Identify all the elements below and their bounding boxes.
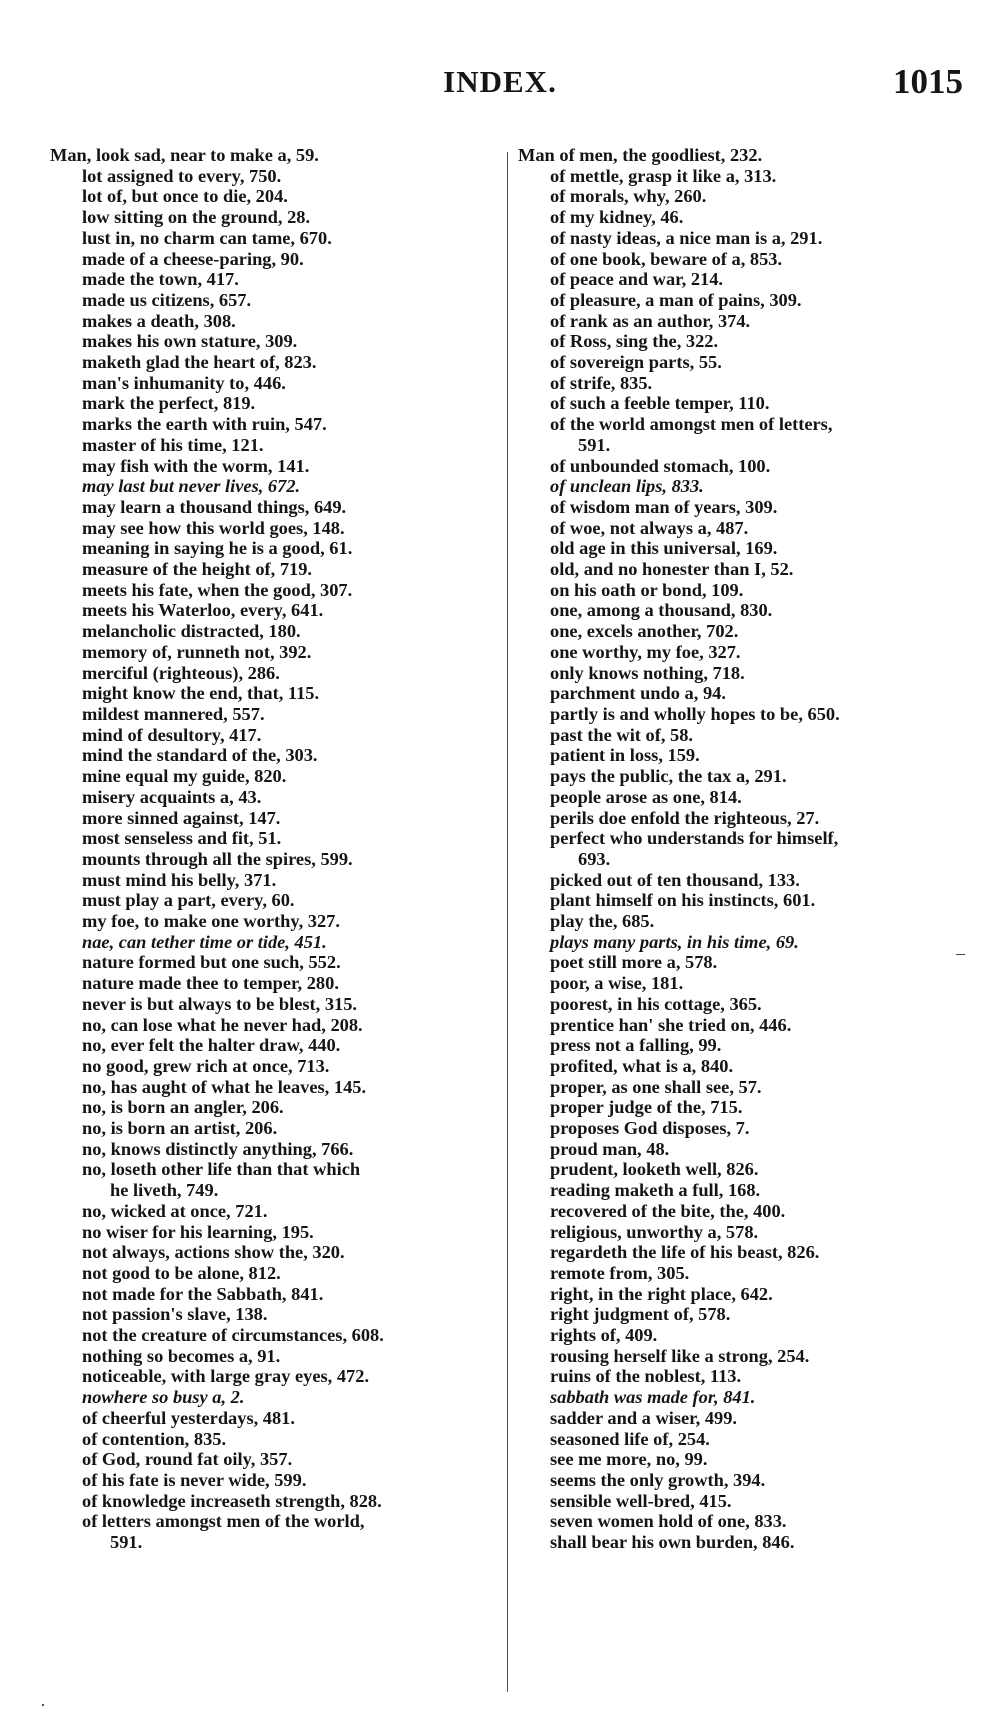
index-entry: must mind his belly, 371. — [82, 869, 277, 890]
index-entry: low sitting on the ground, 28. — [82, 207, 311, 228]
index-entry: prentice han' she tried on, 446. — [550, 1014, 792, 1035]
index-entry: people arose as one, 814. — [550, 786, 742, 807]
index-entry: more sinned against, 147. — [82, 807, 281, 828]
index-entry: mildest mannered, 557. — [82, 703, 265, 724]
index-entry: sadder and a wiser, 499. — [550, 1407, 738, 1428]
index-entry: of pleasure, a man of pains, 309. — [550, 289, 802, 310]
index-entry: play the, 685. — [550, 911, 655, 932]
index-entry: right judgment of, 578. — [550, 1304, 731, 1325]
index-entry: nowhere so busy a, 2. — [82, 1387, 245, 1408]
index-entry: not passion's slave, 138. — [82, 1304, 268, 1325]
index-entry: of rank as an author, 374. — [550, 310, 751, 331]
page-title: INDEX. — [443, 64, 557, 99]
index-entry: sabbath was made for, 841. — [550, 1387, 756, 1408]
index-entry: profited, what is a, 840. — [550, 1055, 734, 1076]
index-entry: no good, grew rich at once, 713. — [82, 1055, 330, 1076]
index-entry: past the wit of, 58. — [550, 724, 694, 745]
index-entry: only knows nothing, 718. — [550, 662, 745, 683]
index-entry: of knowledge increaseth strength, 828. — [82, 1490, 382, 1511]
index-heading-entry: Man of men, the goodliest, 232. — [518, 145, 763, 165]
index-entry: may see how this world goes, 148. — [82, 517, 345, 538]
index-entry: prudent, looketh well, 826. — [550, 1159, 759, 1180]
index-entry: makes a death, 308. — [82, 310, 236, 331]
index-entry: meets his fate, when the good, 307. — [82, 579, 353, 600]
page-number: 1015 — [893, 62, 963, 101]
page-header — [0, 62, 1000, 112]
index-entry: nothing so becomes a, 91. — [82, 1345, 281, 1366]
index-entry: sensible well-bred, 415. — [550, 1490, 732, 1511]
index-entry: misery acquaints a, 43. — [82, 786, 262, 807]
index-entry: poor, a wise, 181. — [550, 973, 684, 994]
index-entry: mind of desultory, 417. — [82, 724, 262, 745]
index-entry: mounts through all the spires, 599. — [82, 848, 353, 869]
index-entry: recovered of the bite, the, 400. — [550, 1200, 786, 1221]
index-entry: merciful (righteous), 286. — [82, 662, 280, 683]
index-entry: lot assigned to every, 750. — [82, 165, 282, 186]
index-entry: memory of, runneth not, 392. — [82, 641, 312, 662]
index-entry: of strife, 835. — [550, 372, 653, 393]
index-entry: rights of, 409. — [550, 1325, 658, 1346]
index-entry: makes his own stature, 309. — [82, 331, 298, 352]
index-entry: mind the standard of the, 303. — [82, 745, 318, 766]
index-entry: not made for the Sabbath, 841. — [82, 1283, 324, 1304]
index-entry: regardeth the life of his beast, 826. — [550, 1242, 820, 1263]
index-entry: lot of, but once to die, 204. — [82, 186, 288, 207]
index-entry: must play a part, every, 60. — [82, 890, 295, 911]
index-entry: no, knows distinctly anything, 766. — [82, 1138, 354, 1159]
index-entry: of one book, beware of a, 853. — [550, 248, 783, 269]
index-entry: proposes God disposes, 7. — [550, 1118, 750, 1139]
index-entry: of unclean lips, 833. — [550, 476, 704, 497]
index-entry: of God, round fat oily, 357. — [82, 1449, 293, 1470]
index-entry: pays the public, the tax a, 291. — [550, 766, 787, 787]
index-entry: marks the earth with ruin, 547. — [82, 414, 327, 435]
index-entry: seems the only growth, 394. — [550, 1470, 766, 1490]
index-entry: perils doe enfold the righteous, 27. — [550, 807, 820, 828]
index-entry: partly is and wholly hopes to be, 650. — [550, 703, 840, 724]
index-entry: of contention, 835. — [82, 1428, 227, 1449]
index-entry: proud man, 48. — [550, 1138, 670, 1159]
index-entry: patient in loss, 159. — [550, 745, 700, 766]
index-entry: lust in, no charm can tame, 670. — [82, 227, 332, 248]
index-entry: reading maketh a full, 168. — [550, 1180, 761, 1201]
index-entry: may fish with the worm, 141. — [82, 455, 310, 476]
index-entry: no, is born an artist, 206. — [82, 1118, 278, 1139]
index-entry: of unbounded stomach, 100. — [550, 455, 771, 476]
index-entry: of my kidney, 46. — [550, 207, 684, 228]
index-entry: mine equal my guide, 820. — [82, 766, 287, 787]
index-entry: nature formed but one such, 552. — [82, 952, 341, 973]
index-entry: no, is born an angler, 206. — [82, 1097, 284, 1118]
index-entry-continuation: 591. — [578, 434, 611, 455]
index-entry: perfect who understands for himself, — [550, 828, 839, 849]
index-entry: man's inhumanity to, 446. — [82, 372, 286, 393]
index-entry-continuation: 693. — [578, 848, 611, 869]
index-entry: one, among a thousand, 830. — [550, 600, 773, 621]
index-column-left — [50, 145, 490, 1553]
index-entry: no, can lose what he never had, 208. — [82, 1014, 363, 1035]
index-entry: of Ross, sing the, 322. — [550, 331, 719, 352]
index-entry: not the creature of circumstances, 608. — [82, 1325, 384, 1346]
index-entry: of peace and war, 214. — [550, 269, 724, 290]
index-entry: poorest, in his cottage, 365. — [550, 993, 762, 1014]
index-entry: measure of the height of, 719. — [82, 559, 313, 580]
index-entry: old age in this universal, 169. — [550, 538, 778, 559]
index-entry: of sovereign parts, 55. — [550, 352, 722, 373]
index-entry: proper, as one shall see, 57. — [550, 1076, 762, 1097]
index-entry: parchment undo a, 94. — [550, 683, 726, 704]
column-divider — [507, 152, 508, 1692]
index-entry: poet still more a, 578. — [550, 952, 718, 973]
index-entry: proper judge of the, 715. — [550, 1097, 743, 1118]
index-entry: might know the end, that, 115. — [82, 683, 320, 704]
index-entry: meaning in saying he is a good, 61. — [82, 538, 353, 559]
index-entry: made of a cheese-paring, 90. — [82, 248, 304, 269]
index-entry: melancholic distracted, 180. — [82, 621, 301, 642]
index-column-right — [518, 145, 968, 1553]
index-entry: not good to be alone, 812. — [82, 1262, 281, 1283]
index-entry: press not a falling, 99. — [550, 1035, 722, 1056]
index-entry: most senseless and fit, 51. — [82, 828, 282, 849]
index-entry: of morals, why, 260. — [550, 186, 707, 207]
index-entry: of the world amongst men of letters, — [550, 414, 833, 435]
index-entry: seven women hold of one, 833. — [550, 1511, 787, 1532]
index-entry: old, and no honester than I, 52. — [550, 559, 794, 580]
index-entry: nae, can tether time or tide, 451. — [82, 931, 327, 952]
index-entry: of mettle, grasp it like a, 313. — [550, 165, 777, 186]
index-entry: no, wicked at once, 721. — [82, 1200, 268, 1221]
index-entry: remote from, 305. — [550, 1262, 690, 1283]
index-entry: one, excels another, 702. — [550, 621, 739, 642]
index-entry: maketh glad the heart of, 823. — [82, 352, 317, 373]
index-entry: of letters amongst men of the world, — [82, 1511, 365, 1532]
index-entry: see me more, no, 99. — [550, 1449, 708, 1470]
index-entry: of nasty ideas, a nice man is a, 291. — [550, 227, 823, 248]
index-entry: shall bear his own burden, 846. — [550, 1532, 795, 1553]
index-entry: never is but always to be blest, 315. — [82, 993, 358, 1014]
index-entry: of wisdom man of years, 309. — [550, 496, 778, 517]
index-entry: my foe, to make one worthy, 327. — [82, 911, 340, 932]
index-entry: may learn a thousand things, 649. — [82, 496, 347, 517]
index-entry: no, ever felt the halter draw, 440. — [82, 1035, 341, 1056]
index-entry: of such a feeble temper, 110. — [550, 393, 770, 414]
index-heading-entry: Man, look sad, near to make a, 59. — [50, 145, 319, 165]
index-entry: of his fate is never wide, 599. — [82, 1470, 307, 1490]
index-entry: one worthy, my foe, 327. — [550, 641, 741, 662]
index-entry: made the town, 417. — [82, 269, 239, 290]
index-entry: on his oath or bond, 109. — [550, 579, 744, 600]
index-entry: of cheerful yesterdays, 481. — [82, 1407, 295, 1428]
index-entry-continuation: 591. — [110, 1532, 143, 1553]
index-entry: meets his Waterloo, every, 641. — [82, 600, 324, 621]
index-entry: not always, actions show the, 320. — [82, 1242, 345, 1263]
index-entry: made us citizens, 657. — [82, 289, 252, 310]
index-entry-continuation: he liveth, 749. — [110, 1180, 219, 1201]
index-entry: no, loseth other life than that which — [82, 1159, 361, 1180]
stray-mark: · — [40, 1695, 46, 1715]
index-entry: religious, unworthy a, 578. — [550, 1221, 759, 1242]
index-entry: seasoned life of, 254. — [550, 1428, 710, 1449]
index-entry: no, has aught of what he leaves, 145. — [82, 1076, 367, 1097]
index-entry: right, in the right place, 642. — [550, 1283, 773, 1304]
index-entry: picked out of ten thousand, 133. — [550, 869, 800, 890]
index-entry: rousing herself like a strong, 254. — [550, 1345, 810, 1366]
index-entry: master of his time, 121. — [82, 434, 264, 455]
index-entry: nature made thee to temper, 280. — [82, 973, 339, 994]
index-entry: no wiser for his learning, 195. — [82, 1221, 314, 1242]
index-entry: plays many parts, in his time, 69. — [550, 931, 799, 952]
index-entry: plant himself on his instincts, 601. — [550, 890, 816, 911]
index-entry: mark the perfect, 819. — [82, 393, 256, 414]
index-entry: ruins of the noblest, 113. — [550, 1366, 742, 1387]
index-entry: may last but never lives, 672. — [82, 476, 301, 497]
index-entry: of woe, not always a, 487. — [550, 517, 749, 538]
stray-mark: – — [956, 943, 965, 963]
index-entry: noticeable, with large gray eyes, 472. — [82, 1366, 370, 1387]
